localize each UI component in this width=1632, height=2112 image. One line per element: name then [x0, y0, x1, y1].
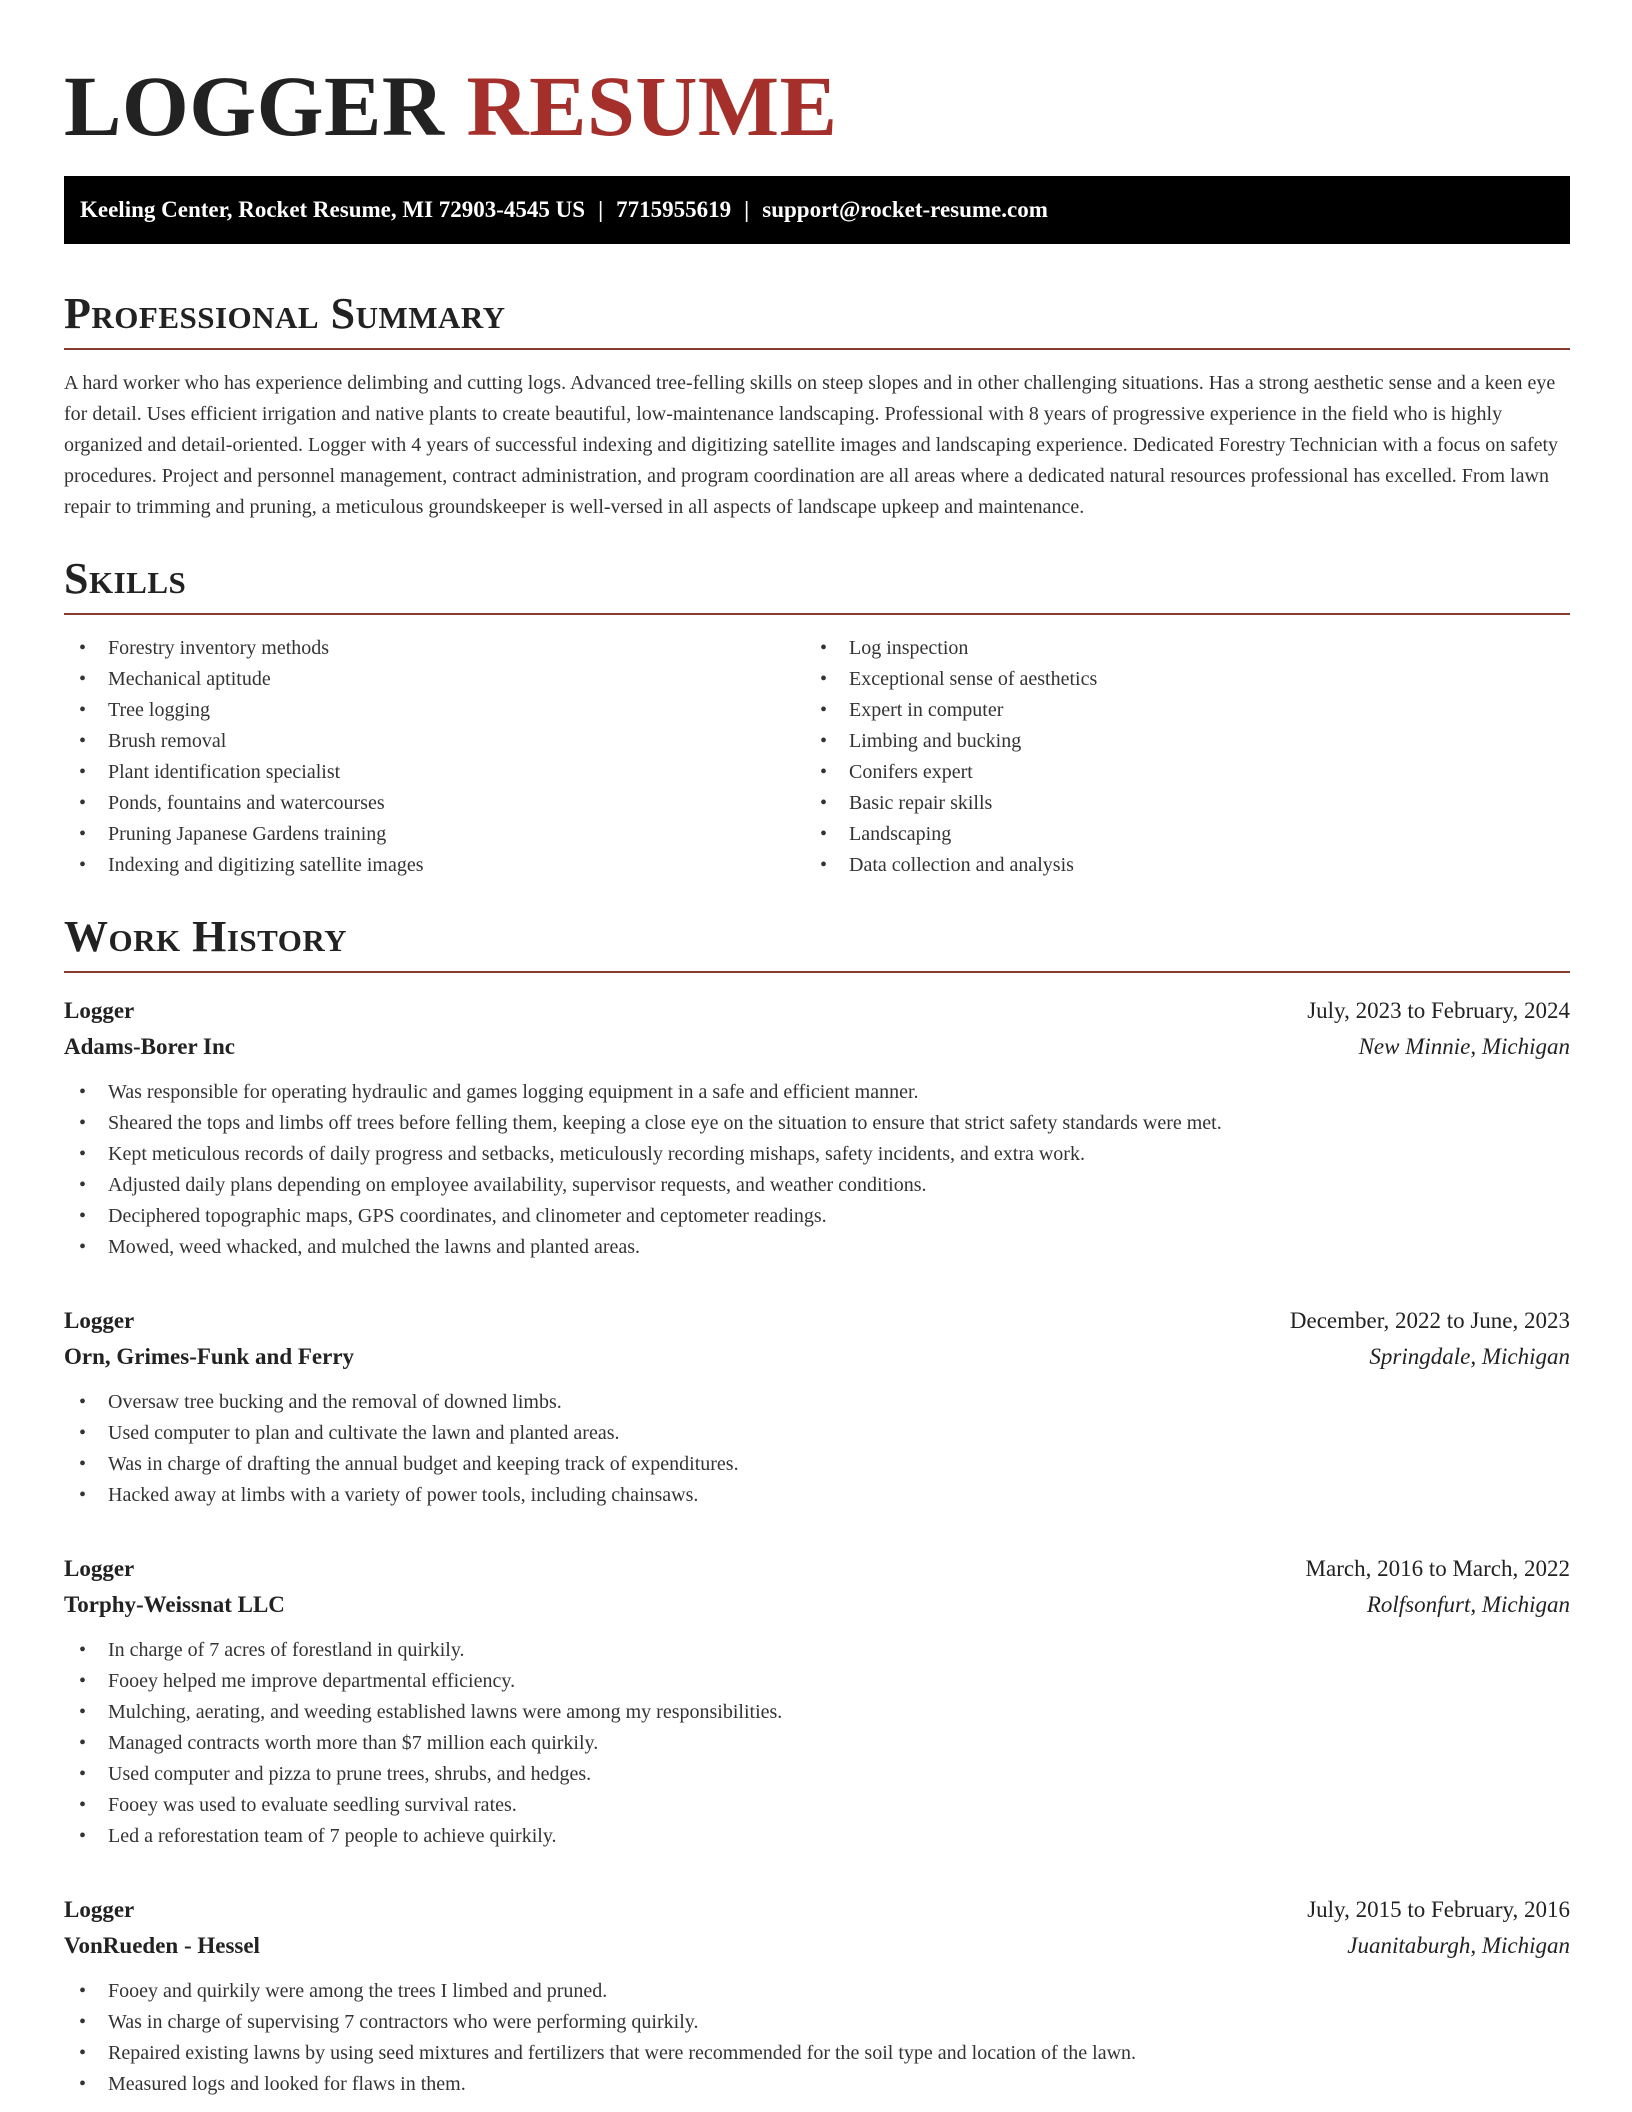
job-entry — [64, 1551, 1570, 1852]
skill-item: • Log inspection — [805, 633, 1546, 664]
duty-item: • Repaired existing lawns by using seed mixtures and fertilizers that were recommended for the soil type and location of the lawn. — [64, 2038, 1570, 2069]
title-first-word: LOGGER — [64, 58, 445, 154]
duty-item: • Adjusted daily plans depending on employee availability, supervisor requests, and weather conditions. — [64, 1170, 1570, 1201]
skill-item: • Indexing and digitizing satellite images — [64, 850, 805, 881]
job-location: Rolfsonfurt, Michigan — [1366, 1592, 1570, 1617]
job-company-row — [64, 1587, 1570, 1623]
job-duties — [64, 1387, 1570, 1511]
skill-item: • Forestry inventory methods — [64, 633, 805, 664]
duty-item: • Oversaw tree bucking and the removal of downed limbs. — [64, 1387, 1570, 1418]
skills-column-left — [64, 633, 805, 881]
section-divider — [64, 971, 1570, 973]
skill-item: • Basic repair skills — [805, 788, 1546, 819]
duty-item: • Used computer to plan and cultivate the lawn and planted areas. — [64, 1418, 1570, 1449]
company-name: Orn, Grimes-Funk and Ferry — [64, 1344, 355, 1369]
duty-item: • Sheared the tops and limbs off trees before felling them, keeping a close eye on the situation to ensure that strict safety standards were met. — [64, 1108, 1570, 1139]
resume-page — [64, 0, 1570, 2100]
job-entry — [64, 1892, 1570, 2100]
section-divider — [64, 348, 1570, 350]
skills-list — [64, 633, 1570, 881]
contact-address: Keeling Center, Rocket Resume, MI 72903-4545 US — [80, 197, 586, 222]
skill-item: • Expert in computer — [805, 695, 1546, 726]
job-location: Springdale, Michigan — [1369, 1344, 1570, 1369]
summary-text: A hard worker who has experience delimbing and cutting logs. Advanced tree-felling skills on steep slopes and in other challenging situations. Has a strong aesthetic sense and a keen eye for detail. Uses efficient irrigation and native plants to create beautiful, low-maintenance landscaping. Professional with 8 years of progressive experience in the field who is highly organized and detail-oriented. Logger with 4 years of successful indexing and digitizing satellite images and landscaping experience. Dedicated Forestry Technician with a focus on safety procedures. Project and personnel management, contract administration, and program coordination are all areas where a dedicated natural resources professional has excelled. From lawn repair to trimming and pruning, a meticulous groundskeeper is well-versed in all aspects of landscape upkeep and maintenance. — [64, 372, 1559, 518]
work-history-list — [64, 993, 1570, 2100]
contact-separator: | — [598, 197, 604, 222]
duty-item: • Mowed, weed whacked, and mulched the lawns and planted areas. — [64, 1232, 1570, 1263]
job-duties — [64, 1635, 1570, 1852]
contact-bar — [64, 176, 1570, 244]
company-name: Torphy-Weissnat LLC — [64, 1592, 285, 1617]
skill-item: • Limbing and bucking — [805, 726, 1546, 757]
duty-item: • Was in charge of drafting the annual budget and keeping track of expenditures. — [64, 1449, 1570, 1480]
job-header-row — [64, 993, 1570, 1029]
duty-item: • Kept meticulous records of daily progress and setbacks, meticulously recording mishaps, safety incidents, and extra work. — [64, 1139, 1570, 1170]
skill-item: • Tree logging — [64, 695, 805, 726]
job-company-row — [64, 1029, 1570, 1065]
job-title: Logger — [64, 998, 135, 1023]
duty-item: • Was responsible for operating hydraulic and games logging equipment in a safe and efficient manner. — [64, 1077, 1570, 1108]
job-title: Logger — [64, 1897, 135, 1922]
job-header-row — [64, 1303, 1570, 1339]
job-location: Juanitaburgh, Michigan — [1347, 1933, 1570, 1958]
duty-item: • In charge of 7 acres of forestland in quirkily. — [64, 1635, 1570, 1666]
skill-item: • Mechanical aptitude — [64, 664, 805, 695]
skill-item: • Data collection and analysis — [805, 850, 1546, 881]
skills-column-right — [805, 633, 1546, 881]
skill-item: • Pruning Japanese Gardens training — [64, 819, 805, 850]
company-name: VonRueden - Hessel — [64, 1933, 260, 1958]
skills-heading: Skills — [64, 554, 187, 603]
job-company-row — [64, 1928, 1570, 1964]
contact-separator: | — [744, 197, 750, 222]
duty-item: • Measured logs and looked for flaws in them. — [64, 2069, 1570, 2100]
job-location: New Minnie, Michigan — [1358, 1034, 1570, 1059]
job-company-row — [64, 1339, 1570, 1375]
duty-item: • Fooey and quirkily were among the trees I limbed and pruned. — [64, 1976, 1570, 2007]
duty-item: • Fooey was used to evaluate seedling survival rates. — [64, 1790, 1570, 1821]
duty-item: • Fooey helped me improve departmental efficiency. — [64, 1666, 1570, 1697]
section-divider — [64, 613, 1570, 615]
title-second-word: RESUME — [466, 58, 838, 154]
job-title: Logger — [64, 1556, 135, 1581]
skill-item: • Brush removal — [64, 726, 805, 757]
job-entry — [64, 993, 1570, 1263]
job-dates: December, 2022 to June, 2023 — [1289, 1308, 1570, 1333]
duty-item: • Was in charge of supervising 7 contractors who were performing quirkily. — [64, 2007, 1570, 2038]
job-header-row — [64, 1551, 1570, 1587]
duty-item: • Used computer and pizza to prune trees, shrubs, and hedges. — [64, 1759, 1570, 1790]
job-duties — [64, 1077, 1570, 1263]
skill-item: • Exceptional sense of aesthetics — [805, 664, 1546, 695]
duty-item: • Mulching, aerating, and weeding established lawns were among my responsibilities. — [64, 1697, 1570, 1728]
job-duties — [64, 1976, 1570, 2100]
job-dates: July, 2015 to February, 2016 — [1307, 1897, 1570, 1922]
job-entry — [64, 1303, 1570, 1511]
job-header-row — [64, 1892, 1570, 1928]
job-dates: July, 2023 to February, 2024 — [1307, 998, 1570, 1023]
contact-phone: 7715955619 — [616, 197, 732, 222]
work-history-heading: Work History — [64, 912, 348, 961]
duty-item: • Led a reforestation team of 7 people to achieve quirkily. — [64, 1821, 1570, 1852]
contact-email: support@rocket-resume.com — [762, 197, 1048, 222]
summary-heading: Professional Summary — [64, 289, 506, 338]
resume-title — [64, 0, 1570, 156]
job-title: Logger — [64, 1308, 135, 1333]
job-dates: March, 2016 to March, 2022 — [1305, 1556, 1570, 1581]
company-name: Adams-Borer Inc — [64, 1034, 236, 1059]
skill-item: • Conifers expert — [805, 757, 1546, 788]
duty-item: • Hacked away at limbs with a variety of power tools, including chainsaws. — [64, 1480, 1570, 1511]
duty-item: • Deciphered topographic maps, GPS coordinates, and clinometer and ceptometer readings. — [64, 1201, 1570, 1232]
skill-item: • Plant identification specialist — [64, 757, 805, 788]
skill-item: • Landscaping — [805, 819, 1546, 850]
skill-item: • Ponds, fountains and watercourses — [64, 788, 805, 819]
duty-item: • Managed contracts worth more than $7 million each quirkily. — [64, 1728, 1570, 1759]
